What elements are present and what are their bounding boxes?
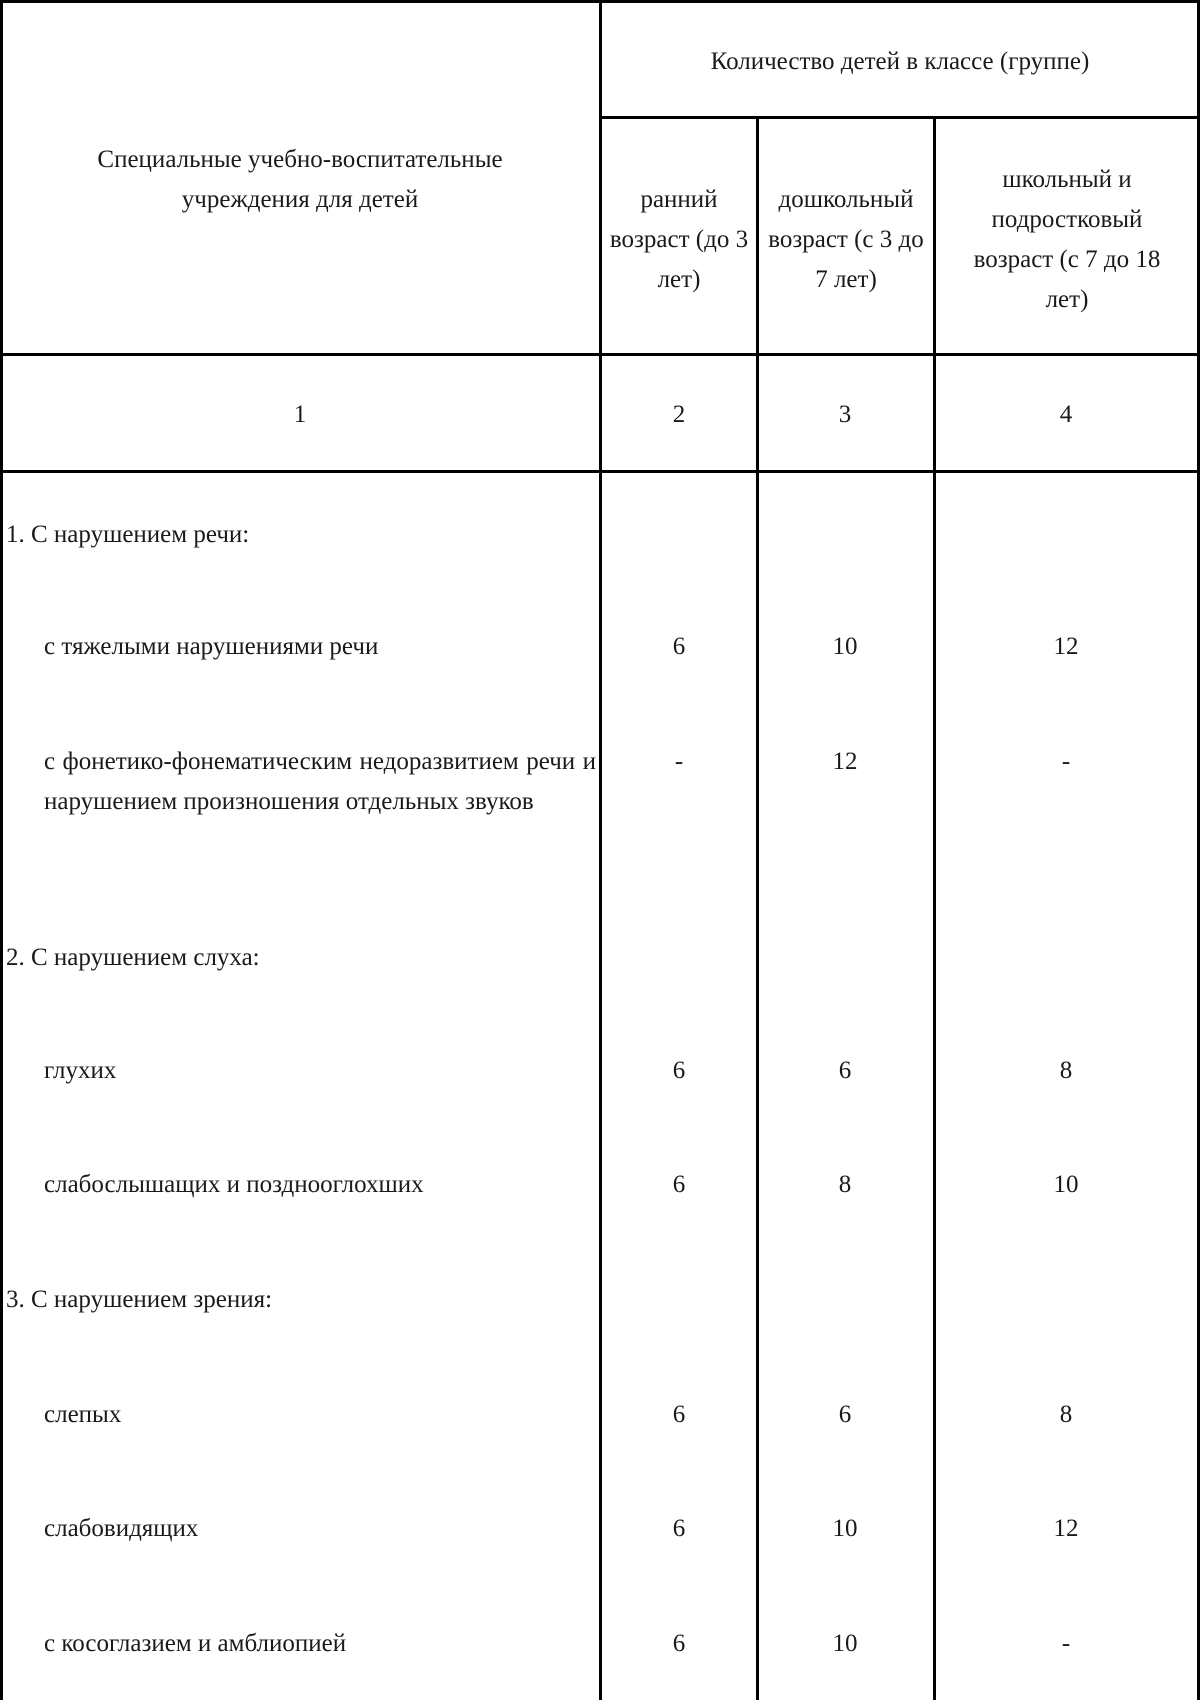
column-number-3: 3 <box>838 401 852 428</box>
header-early-age <box>606 178 752 302</box>
row-label: глухих <box>44 1057 117 1084</box>
cell-early-age: 6 <box>672 1171 686 1198</box>
section-heading-hearing: 2. С нарушением слуха: <box>6 944 260 971</box>
section-heading-vision: 3. С нарушением зрения: <box>6 1286 273 1313</box>
row-label: слабовидящих <box>44 1515 199 1542</box>
cell-school-age: 12 <box>1053 1515 1079 1542</box>
cell-preschool-age: 8 <box>838 1171 852 1198</box>
header-institutions <box>40 130 560 230</box>
cell-early-age: 6 <box>672 633 686 660</box>
cell-school-age: - <box>1061 748 1071 775</box>
cell-preschool-age: 10 <box>832 633 858 660</box>
border-col1-right <box>599 0 602 1700</box>
row-label: с косоглазием и амблиопией <box>44 1630 347 1657</box>
column-number-2: 2 <box>672 401 686 428</box>
row-label: с тяжелыми нарушениями речи <box>44 633 379 660</box>
header-preschool-age-text: дошкольный возраст (с 3 до 7 лет) <box>768 186 924 293</box>
column-number-4: 4 <box>1059 401 1073 428</box>
cell-preschool-age: 6 <box>838 1057 852 1084</box>
border-left <box>0 0 3 1700</box>
header-early-age-text: ранний возраст (до 3 лет) <box>609 186 749 293</box>
cell-early-age: - <box>674 748 684 775</box>
header-school-age <box>950 158 1184 322</box>
border-col2-right <box>756 116 759 1700</box>
border-col3-right <box>933 116 936 1700</box>
cell-preschool-age: 12 <box>832 748 858 775</box>
cell-preschool-age: 10 <box>832 1515 858 1542</box>
cell-early-age: 6 <box>672 1057 686 1084</box>
cell-school-age: 10 <box>1053 1171 1079 1198</box>
border-group-bottom <box>600 116 1200 119</box>
header-school-age-text: школьный и подростковый возраст (с 7 до 18 лет) <box>973 166 1161 313</box>
column-number-1: 1 <box>293 401 307 428</box>
header-children-count <box>602 40 1198 84</box>
cell-early-age: 6 <box>672 1515 686 1542</box>
row-label: слепых <box>44 1401 122 1428</box>
header-institutions-text: Специальные учебно-воспитательные учреждения для детей <box>97 146 503 213</box>
header-preschool-age <box>763 178 929 302</box>
cell-school-age: - <box>1061 1630 1071 1657</box>
row-label: слабослышащих и позднооглохших <box>44 1171 424 1198</box>
cell-school-age: 12 <box>1053 633 1079 660</box>
cell-preschool-age: 6 <box>838 1401 852 1428</box>
row-label: с фонетико-фонематическим недоразвитием речи и нарушением произношения отдельных звуков <box>44 748 596 815</box>
cell-early-age: 6 <box>672 1630 686 1657</box>
cell-early-age: 6 <box>672 1401 686 1428</box>
cell-school-age: 8 <box>1059 1401 1073 1428</box>
section-heading-speech: 1. С нарушением речи: <box>6 521 250 548</box>
cell-school-age: 8 <box>1059 1057 1073 1084</box>
cell-preschool-age: 10 <box>832 1630 858 1657</box>
header-children-count-text: Количество детей в классе (группе) <box>710 48 1090 75</box>
